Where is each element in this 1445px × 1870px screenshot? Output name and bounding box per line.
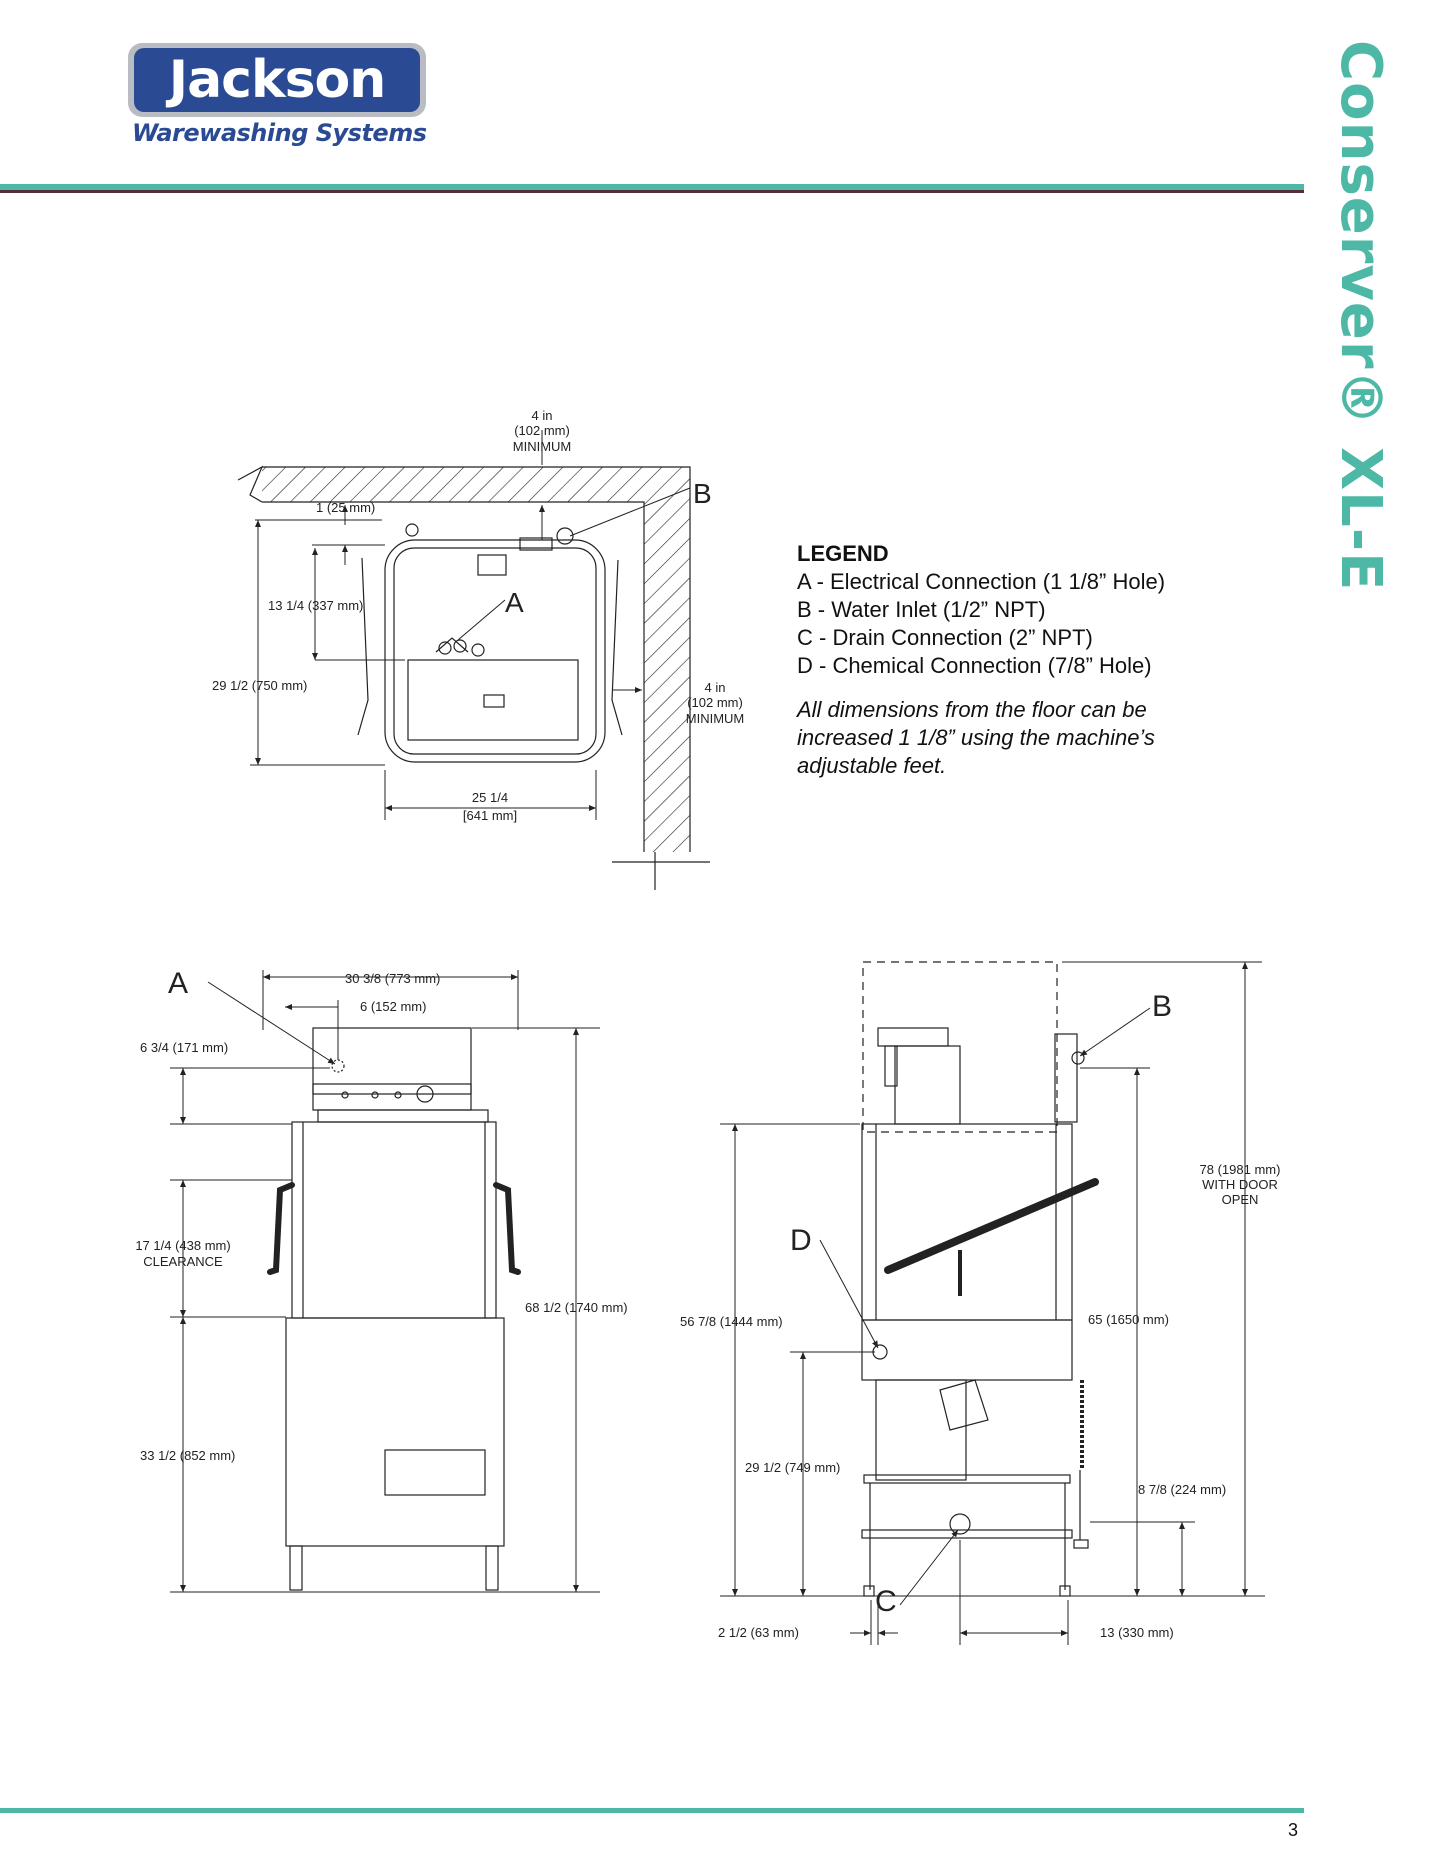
dim-6-3-4: 6 3/4 (171 mm) bbox=[140, 1040, 229, 1055]
legend-note-line-3: adjustable feet. bbox=[797, 753, 947, 778]
dim-29-1-2: 29 1/2 (750 mm) bbox=[212, 678, 308, 693]
dim-13-1-4: 13 1/4 (337 mm) bbox=[268, 598, 364, 613]
width-dim-2: [641 mm] bbox=[462, 808, 518, 823]
dim-13: 13 (330 mm) bbox=[1100, 1625, 1174, 1640]
top-clearance-dim-3: MINIMUM bbox=[512, 439, 572, 454]
door-open-dim-3: OPEN bbox=[1221, 1192, 1259, 1207]
logo-subtitle: Warewashing Systems bbox=[132, 119, 427, 147]
legend-item-a: A - Electrical Connection (1 1/8” Hole) bbox=[797, 569, 1166, 594]
door-open-dim-2: WITH DOOR bbox=[1202, 1177, 1278, 1192]
dim-33-1-2: 33 1/2 (852 mm) bbox=[140, 1448, 236, 1463]
side-view-labels bbox=[680, 990, 1280, 1640]
clearance-dim-1: 17 1/4 (438 mm) bbox=[135, 1238, 231, 1253]
side-clearance-dim-1: 4 in bbox=[704, 680, 726, 695]
dim-56-7-8: 56 7/8 (1444 mm) bbox=[680, 1314, 783, 1329]
legend-item-d: D - Chemical Connection (7/8” Hole) bbox=[797, 653, 1152, 678]
dim-68-1-2: 68 1/2 (1740 mm) bbox=[525, 1300, 628, 1315]
callout-b-top: B bbox=[693, 478, 712, 509]
clearance-dim-2: CLEARANCE bbox=[143, 1254, 223, 1269]
front-view-labels bbox=[135, 967, 627, 1463]
top-clearance-dim-2: (102 mm) bbox=[514, 423, 570, 438]
front-view bbox=[170, 970, 600, 1592]
door-open-dim-1: 78 (1981 mm) bbox=[1199, 1162, 1281, 1177]
dim-8-7-8: 8 7/8 (224 mm) bbox=[1138, 1482, 1227, 1497]
legend-note-line-2: increased 1 1/8” using the machine’s bbox=[797, 725, 1155, 750]
legend-note-line-1: All dimensions from the floor can be bbox=[797, 697, 1147, 722]
legend-title: LEGEND bbox=[797, 541, 889, 566]
callout-a-front: A bbox=[168, 967, 189, 1000]
callout-a-top: A bbox=[505, 587, 524, 618]
logo-brand: Jackson bbox=[134, 48, 420, 112]
dim-2-1-2: 2 1/2 (63 mm) bbox=[718, 1625, 799, 1640]
side-clearance-dim-2: (102 mm) bbox=[687, 695, 743, 710]
callout-c-side: C bbox=[875, 1585, 897, 1618]
callout-b-side: B bbox=[1152, 990, 1173, 1023]
side-view bbox=[720, 962, 1265, 1645]
dim-29-1-2-side: 29 1/2 (749 mm) bbox=[745, 1460, 841, 1475]
dim-6-inch: 6 (152 mm) bbox=[360, 999, 427, 1014]
dim-65: 65 (1650 mm) bbox=[1088, 1312, 1169, 1327]
footer-rule bbox=[0, 1808, 1304, 1813]
top-clearance-dim-1: 4 in bbox=[531, 408, 553, 423]
dim-1-inch: 1 (25 mm) bbox=[316, 500, 376, 515]
product-title-text: Conserver® XL-E bbox=[1328, 40, 1393, 592]
legend-item-c: C - Drain Connection (2” NPT) bbox=[797, 625, 1093, 650]
page-number: 3 bbox=[1288, 1820, 1299, 1840]
callout-d-side: D bbox=[790, 1224, 812, 1257]
side-clearance-dim-3: MINIMUM bbox=[685, 711, 745, 726]
front-width-dim: 30 3/8 (773 mm) bbox=[345, 971, 441, 986]
width-dim-1: 25 1/4 bbox=[471, 790, 509, 805]
legend-item-b: B - Water Inlet (1/2” NPT) bbox=[797, 597, 1046, 622]
